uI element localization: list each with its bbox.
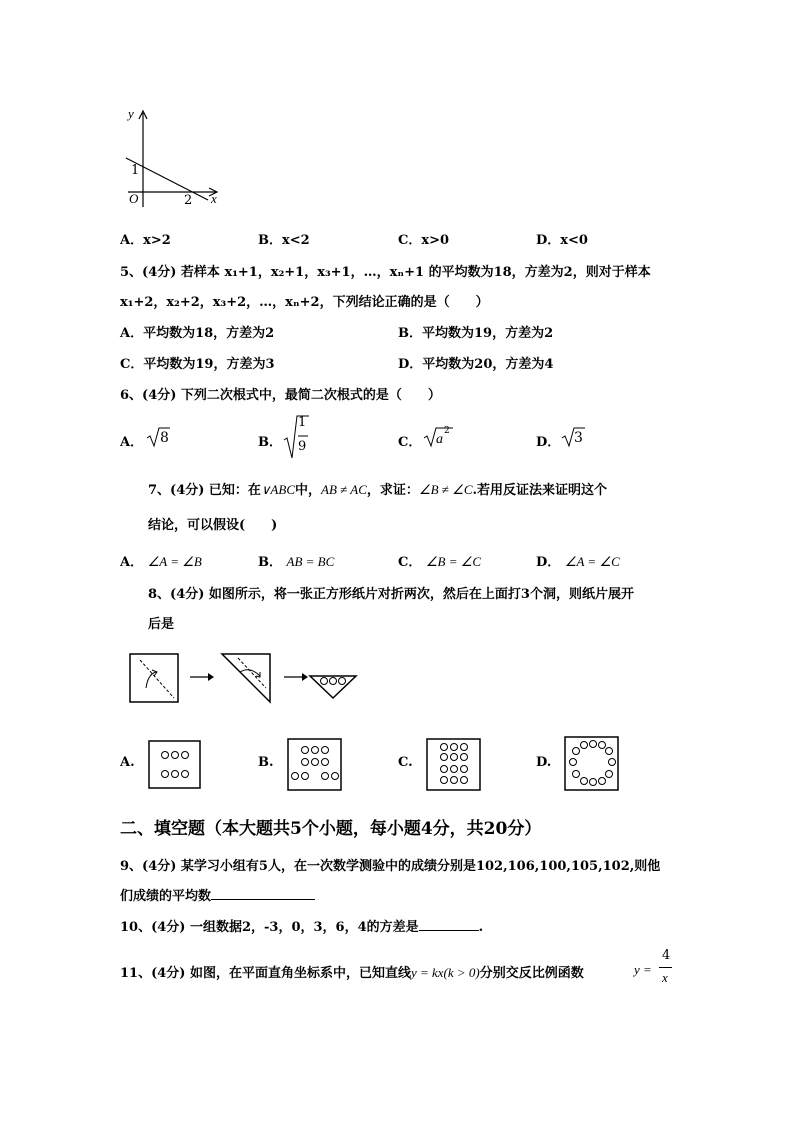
q8-stem-line1: 8、(4分) 如图所示，将一张正方形纸片对折两次，然后在上面打3个洞，则纸片展开 bbox=[148, 587, 634, 602]
graph-x-intercept-label: 2 bbox=[184, 193, 193, 208]
q5-mid: 的平均数为18，方差为2，则对于样本 bbox=[424, 265, 651, 280]
q5-option-c[interactable]: C．平均数为19，方差为3 bbox=[120, 357, 275, 372]
q6-c-exponent: 2 bbox=[444, 426, 450, 436]
q6-b-denominator: 9 bbox=[298, 439, 307, 454]
q10-stem: 10、(4分) 一组数据2，-3，0，3，6，4的方差是 . bbox=[120, 920, 484, 935]
q8-stem-line2: 后是 bbox=[148, 617, 175, 632]
q7-prefix: 7、(4分) 已知：在 bbox=[148, 483, 261, 498]
q6-option-b-label[interactable]: B． bbox=[258, 435, 282, 450]
q4-option-c[interactable]: C．x>0 bbox=[398, 233, 450, 248]
q6-d-radicand: 3 bbox=[574, 430, 583, 446]
q8-option-d-label[interactable]: D. bbox=[536, 755, 552, 770]
q5-option-b[interactable]: B．平均数为19，方差为2 bbox=[398, 326, 554, 341]
q11-fraction-bar bbox=[659, 967, 672, 968]
q8-option-c-label[interactable]: C. bbox=[398, 755, 413, 770]
q4-option-a[interactable]: A．x>2 bbox=[120, 233, 171, 248]
section-title-fill-in-blank: 二、填空题（本大题共5个小题，每小题4分，共20分） bbox=[120, 819, 542, 839]
q7-option-d[interactable]: D． ∠A = ∠C bbox=[536, 554, 620, 570]
graph-origin-label: O bbox=[129, 191, 139, 206]
q6-a-radicand: 8 bbox=[160, 430, 169, 446]
q5-option-d[interactable]: D．平均数为20，方差为4 bbox=[398, 357, 554, 372]
q7-stem-line2: 结论，可以假设( ) bbox=[148, 518, 278, 533]
q9-answer-blank[interactable] bbox=[211, 887, 315, 900]
q8-option-d-figure[interactable] bbox=[564, 736, 620, 792]
q10-answer-blank[interactable] bbox=[419, 918, 479, 931]
q7-condition: AB ≠ AC bbox=[321, 482, 367, 497]
q5-sample2: x₁+2，x₂+2，x₃+2，…，xₙ+2 bbox=[120, 295, 320, 310]
q11-function-lhs: y = bbox=[634, 962, 652, 977]
q11-stem: 11、(4分) 如图，在平面直角坐标系中，已知直线y = kx(k > 0)分别交反比例函数 bbox=[120, 965, 584, 981]
q7-tail: .若用反证法来证明这个 bbox=[472, 483, 608, 498]
q6-stem: 6、(4分) 下列二次根式中，最简二次根式的是（ ） bbox=[120, 388, 441, 403]
q7-stem-line1 bbox=[148, 479, 607, 498]
q5-stem-line2 bbox=[120, 291, 489, 310]
q7-prove: ，求证： bbox=[366, 483, 419, 498]
folding-process-diagram bbox=[128, 650, 368, 705]
q6-option-c-label[interactable]: C． bbox=[398, 435, 422, 450]
q8-option-b-label[interactable]: B. bbox=[258, 755, 274, 770]
q7-mid: 中， bbox=[295, 483, 322, 498]
q11-fraction-denominator: x bbox=[662, 970, 668, 985]
q4-option-d[interactable]: D．x<0 bbox=[536, 233, 588, 248]
q5-stem-line1 bbox=[120, 261, 651, 280]
q4-option-b[interactable]: B．x<2 bbox=[258, 233, 310, 248]
q8-option-b-figure[interactable] bbox=[287, 738, 343, 792]
q5-option-a[interactable]: A．平均数为18，方差为2 bbox=[120, 326, 275, 341]
q6-option-d-label[interactable]: D． bbox=[536, 435, 561, 450]
q7-goal: ∠B ≠ ∠C bbox=[418, 482, 473, 497]
q5-prefix: 5、(4分) 若样本 bbox=[120, 265, 225, 280]
q8-option-c-figure[interactable] bbox=[426, 738, 482, 792]
q7-triangle: ∨ABC bbox=[260, 482, 295, 497]
q6-c-radicand: a bbox=[436, 432, 443, 447]
sqrt-sign-b bbox=[283, 414, 311, 460]
q11-line-equation: y = kx(k > 0) bbox=[410, 965, 480, 980]
q7-option-c[interactable]: C． ∠B = ∠C bbox=[398, 554, 482, 570]
q5-suffix: ，下列结论正确的是（ ） bbox=[319, 295, 489, 310]
q8-option-a-label[interactable]: A. bbox=[120, 755, 135, 770]
q6-b-numerator: 1 bbox=[298, 415, 307, 430]
q7-option-b[interactable]: B． AB = BC bbox=[258, 554, 335, 570]
graph-y-intercept-label: 1 bbox=[131, 163, 140, 178]
q7-option-a[interactable]: A． ∠A = ∠B bbox=[120, 554, 202, 570]
q11-fraction-numerator: 4 bbox=[662, 948, 671, 963]
q5-sample1: x₁+1，x₂+1，x₃+1，…，xₙ+1 bbox=[224, 265, 425, 280]
q9-stem-line1: 9、(4分) 某学习小组有5人，在一次数学测验中的成绩分别是102,106,100,105,102,则他 bbox=[120, 859, 661, 874]
q6-option-a-label[interactable]: A． bbox=[120, 435, 144, 450]
graph-y-label: y bbox=[128, 106, 134, 121]
q9-stem-line2: 们成绩的平均数 bbox=[120, 885, 315, 904]
q8-option-a-figure[interactable] bbox=[148, 740, 202, 790]
graph-x-label: x bbox=[211, 191, 217, 206]
